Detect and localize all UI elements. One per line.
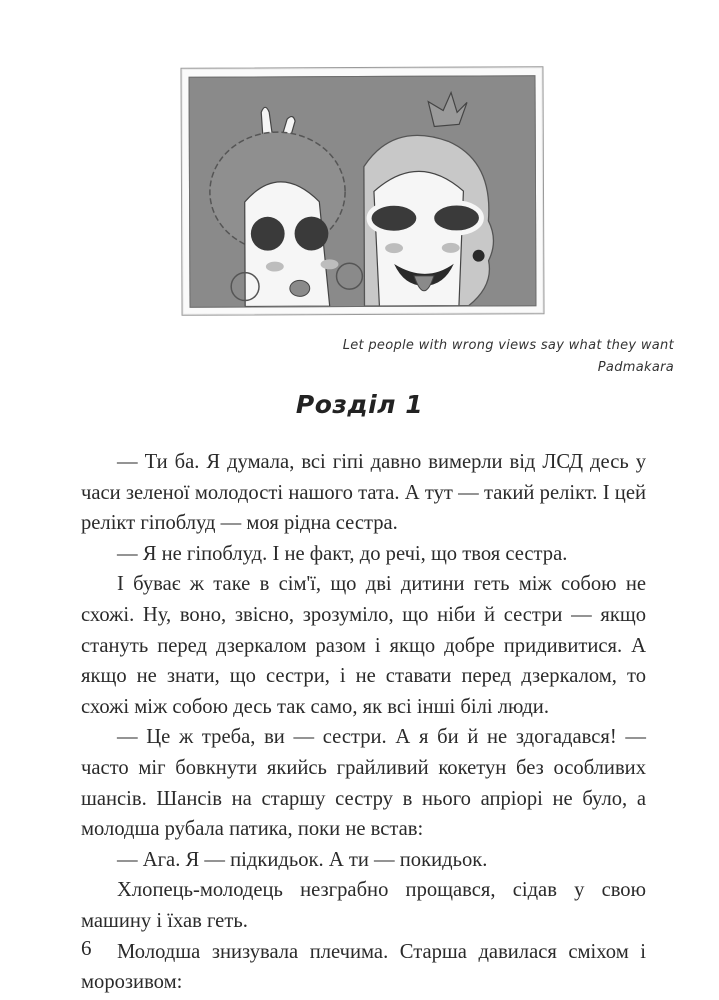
paragraph: Молодша знизувала плечима. Старша давилася сміхом і морозивом: [81,940,646,994]
epigraph [343,335,674,379]
paragraph: — Ти ба. Я думала, всі гіпі давно вимерли від ЛСД десь у часи зеленої молодості нашого тата. А тут — такий релікт. І цей релікт гіпоблуд — моя рідна сестра. [81,451,646,535]
epigraph-author: Padmakara [597,360,674,375]
right-lens-1 [369,203,419,233]
cheek [321,259,339,269]
left-lens-2 [295,217,329,251]
left-lens-1 [251,217,285,251]
paragraph: І буває ж таке в сім'ї, що дві дитини геть між собою не схожі. Ну, воно, звісно, зрозуміло, що ніби й сестри — якщо стануть перед дзеркалом разом і якщо добре придивитися. А якщо не знати, що сестри, і не ставати перед дзеркалом, то схожі між собою десь так само, як всі інші білі люди. [81,573,646,718]
illustration-photo-frame [180,66,544,316]
earring [473,250,485,262]
cheek [266,262,284,272]
page-number: 6 [81,936,92,960]
sisters-drawing [190,76,536,307]
right-lens-2 [432,203,482,233]
peace-earring-right [336,263,362,289]
chapter-body [81,447,646,998]
paragraph: — Це ж треба, ви — сестри. А я би й не здогадався! — часто міг бовкнути якийсь грайливий кокетун без особливих шансів. Шансів на старшу сестру в нього апріорі не було, а молодша рубала патика, поки не встав: [81,726,646,841]
paragraph: — Ага. Я — підкидьок. А ти — покидьок. [117,848,488,871]
cheek [385,243,403,253]
cheek [442,243,460,253]
chapter-title: Розділ 1 [295,390,424,419]
epigraph-quote: Let people with wrong views say what they want [342,338,674,353]
left-lips [290,280,310,296]
illustration-sisters [188,75,536,308]
paragraph: Хлопець-молодець незграбно прощався, сідав у свою машину і їхав геть. [81,879,646,932]
crown [428,92,467,126]
paragraph: — Я не гіпоблуд. І не факт, до речі, що твоя сестра. [117,542,568,565]
